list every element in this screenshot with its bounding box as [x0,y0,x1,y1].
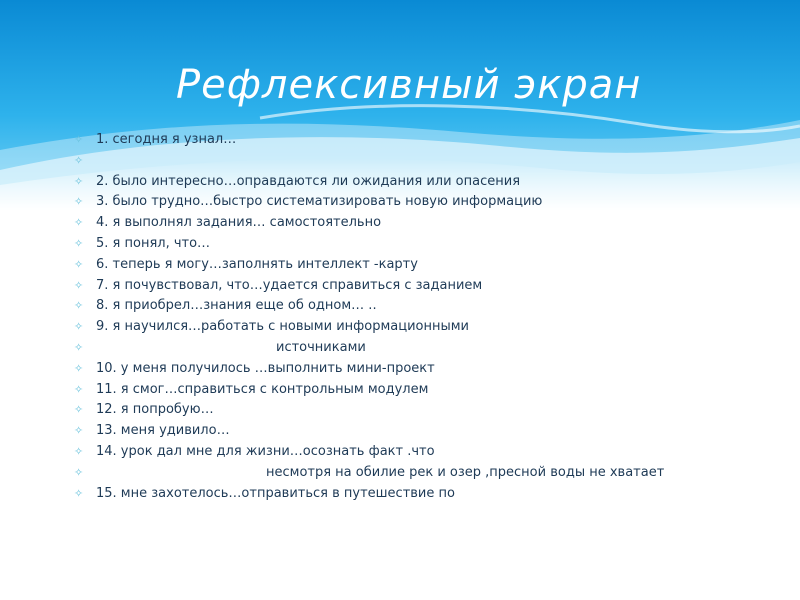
list-item [74,442,664,463]
list-item [74,359,664,380]
list-item [74,234,664,255]
list-item [74,421,664,442]
list-item [74,151,664,172]
bullet-icon: ✧ [74,465,84,479]
slide-title: Рефлексивный экран [176,62,642,108]
bullet-icon: ✧ [74,382,84,396]
list-item-text: 3. было трудно…быстро систематизировать новую информацию [96,194,543,210]
list-item-text: 4. я выполнял задания… самостоятельно [96,215,382,231]
list-item [74,276,664,297]
bullet-icon: ✧ [74,403,84,417]
bullet-icon: ✧ [74,424,84,438]
bullet-icon: ✧ [74,195,84,209]
bullet-icon: ✧ [74,153,84,167]
list-item [74,400,664,421]
list-item-text: 6. теперь я могу…заполнять интеллект -карту [96,256,418,272]
list-item [74,380,664,401]
list-item-continuation [74,463,664,484]
list-item-text: 5. я понял, что… [96,235,211,251]
list-item-continuation [74,338,664,359]
list-item [74,296,664,317]
bullet-icon: ✧ [74,278,84,292]
list-item [74,255,664,276]
list-item [74,484,664,505]
bullet-icon: ✧ [74,444,84,458]
list-item-text: 2. было интересно…оправдаются ли ожидания или опасения [96,173,521,189]
list-item [74,172,664,193]
list-item-text: 15. мне захотелось…отправиться в путешествие по [96,485,455,501]
bullet-icon: ✧ [74,236,84,250]
list-item-text: 7. я почувствовал, что…удается справиться с заданием [96,277,483,293]
list-item [74,213,664,234]
bullet-icon: ✧ [74,320,84,334]
list-item [74,192,664,213]
list-item-text: 12. я попробую… [96,402,214,418]
bullet-icon: ✧ [74,361,84,375]
list-item-text: 13. меня удивило… [96,423,230,439]
list-item-text: источниками [276,339,366,355]
bullet-icon: ✧ [74,174,84,188]
bullet-icon: ✧ [74,486,84,500]
list-item-text: 10. у меня получилось …выполнить мини-проект [96,360,435,376]
bullet-icon: ✧ [74,299,84,313]
bullet-icon: ✧ [74,257,84,271]
list-item-text: 1. сегодня я узнал… [96,132,237,147]
list-item-text: 11. я смог…справиться с контрольным модулем [96,381,429,397]
reflection-list [74,130,664,504]
bullet-icon: ✧ [74,340,84,354]
list-item-text: несмотря на обилие рек и озер ,пресной воды не хватает [266,464,665,480]
list-item [74,317,664,338]
list-item-text: 14. урок дал мне для жизни…осознать факт .что [96,443,435,459]
bullet-icon: ✧ [74,216,84,230]
bullet-icon: ✧ [74,133,84,146]
list-item-text: 8. я приобрел…знания еще об одном… .. [96,298,377,314]
list-item-text: 9. я научился…работать с новыми информационными [96,319,470,335]
list-item [74,130,664,151]
